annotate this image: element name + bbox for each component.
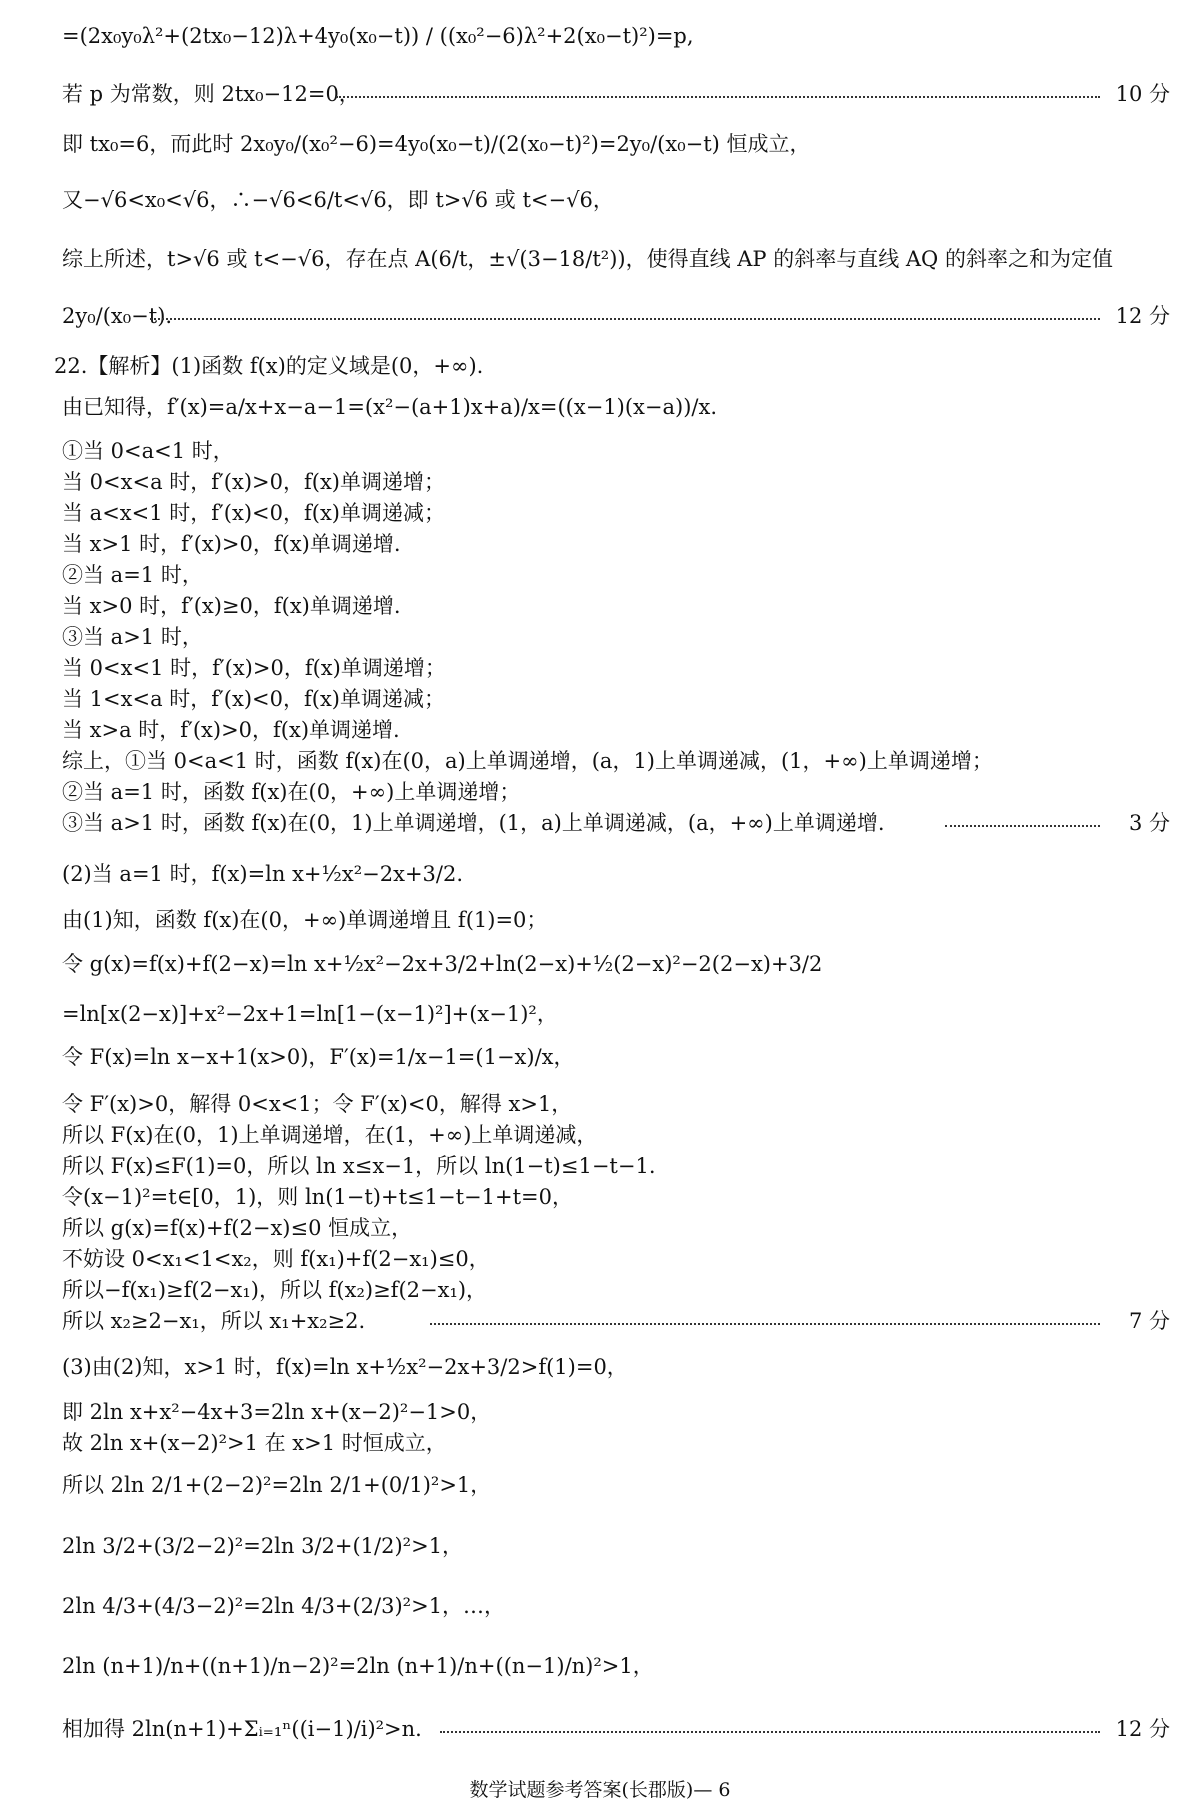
solution-line: 由已知得，f′(x)=a/x+x−a−1=(x²−(a+1)x+a)/x=((x−1)(x−a))/x. xyxy=(62,395,717,419)
solution-line: 当 0<x<1 时，f′(x)>0，f(x)单调递增； xyxy=(62,656,446,680)
score-label: 12 分 xyxy=(1115,1717,1170,1741)
solution-line: 即 2ln x+x²−4x+3=2ln x+(x−2)²−1>0， xyxy=(62,1400,492,1424)
solution-line: =ln[x(2−x)]+x²−2x+1=ln[1−(x−1)²]+(x−1)²， xyxy=(62,1002,558,1026)
solution-line: ②当 a=1 时， xyxy=(62,563,203,587)
score-label: 7 分 xyxy=(1128,1309,1170,1333)
solution-line: 2ln (n+1)/n+((n+1)/n−2)²=2ln (n+1)/n+((n−1)/n)²>1， xyxy=(62,1654,654,1678)
solution-line: 令 F(x)=ln x−x+1(x>0)，F′(x)=1/x−1=(1−x)/x， xyxy=(62,1045,575,1069)
solution-line: 所以 F(x)在(0，1)上单调递增，在(1，+∞)上单调递减， xyxy=(62,1123,598,1147)
solution-line: 所以 g(x)=f(x)+f(2−x)≤0 恒成立， xyxy=(62,1216,413,1240)
solution-line: 令(x−1)²=t∈[0，1)，则 ln(1−t)+t≤1−t−1+t=0， xyxy=(62,1185,573,1209)
solution-line: 2y₀/(x₀−t). xyxy=(62,304,173,328)
solution-line: =(2x₀y₀λ²+(2tx₀−12)λ+4y₀(x₀−t)) / ((x₀²−6)λ²+2(x₀−t)²)=p, xyxy=(62,24,694,48)
solution-line: 不妨设 0<x₁<1<x₂，则 f(x₁)+f(2−x₁)≤0， xyxy=(62,1247,490,1271)
solution-line: 当 a<x<1 时，f′(x)<0，f(x)单调递减； xyxy=(62,501,445,525)
solution-line: 所以 2ln 2/1+(2−2)²=2ln 2/1+(0/1)²>1， xyxy=(62,1473,492,1497)
solution-line: ③当 a>1 时，函数 f(x)在(0，1)上单调递增，(1，a)上单调递减，(a，+∞)上单调递增. xyxy=(62,811,885,835)
solution-line: 相加得 2ln(n+1)+Σᵢ₌₁ⁿ((i−1)/i)²>n. xyxy=(62,1717,422,1741)
solution-line: 22.【解析】(1)函数 f(x)的定义域是(0，+∞). xyxy=(54,354,484,378)
leader-dots xyxy=(945,825,1100,827)
leader-dots xyxy=(336,96,1100,98)
solution-line: (3)由(2)知，x>1 时，f(x)=ln x+½x²−2x+3/2>f(1)=0， xyxy=(62,1355,628,1379)
solution-line: 综上所述，t>√6 或 t<−√6，存在点 A(6/t，±√(3−18/t²))，使得直线 AP 的斜率与直线 AQ 的斜率之和为定值 xyxy=(62,247,1113,271)
solution-line: 2ln 3/2+(3/2−2)²=2ln 3/2+(1/2)²>1， xyxy=(62,1534,464,1558)
solution-line: 令 g(x)=f(x)+f(2−x)=ln x+½x²−2x+3/2+ln(2−x)+½(2−x)²−2(2−x)+3/2 xyxy=(62,952,823,976)
solution-line: 若 p 为常数，则 2tx₀−12=0， xyxy=(62,82,360,106)
solution-line: 令 F′(x)>0，解得 0<x<1；令 F′(x)<0，解得 x>1， xyxy=(62,1092,573,1116)
score-label: 10 分 xyxy=(1115,82,1170,106)
solution-line: 所以 F(x)≤F(1)=0，所以 ln x≤x−1，所以 ln(1−t)≤1−t−1. xyxy=(62,1154,656,1178)
solution-line: ①当 0<a<1 时， xyxy=(62,439,234,463)
score-label: 3 分 xyxy=(1128,811,1170,835)
solution-line: 综上，①当 0<a<1 时，函数 f(x)在(0，a)上单调递增，(a，1)上单调递减，(1，+∞)上单调递增； xyxy=(62,749,993,773)
solution-line: 由(1)知，函数 f(x)在(0，+∞)单调递增且 f(1)=0； xyxy=(62,908,548,932)
solution-line: ②当 a=1 时，函数 f(x)在(0，+∞)上单调递增； xyxy=(62,780,521,804)
solution-line: (2)当 a=1 时，f(x)=ln x+½x²−2x+3/2. xyxy=(62,862,464,886)
solution-line: 当 0<x<a 时，f′(x)>0，f(x)单调递增； xyxy=(62,470,445,494)
solution-line: 当 x>1 时，f′(x)>0，f(x)单调递增. xyxy=(62,532,401,556)
page-footer: 数学试题参考答案(长郡版)— 6 xyxy=(469,1779,731,1801)
solution-line: 又−√6<x₀<√6，∴−√6<6/t<√6，即 t>√6 或 t<−√6， xyxy=(62,188,614,212)
solution-line: 2ln 4/3+(4/3−2)²=2ln 4/3+(2/3)²>1，…， xyxy=(62,1594,506,1618)
leader-dots xyxy=(430,1323,1100,1325)
leader-dots xyxy=(440,1731,1100,1733)
solution-line: 所以 x₂≥2−x₁，所以 x₁+x₂≥2. xyxy=(62,1309,366,1333)
solution-line: 当 1<x<a 时，f′(x)<0，f(x)单调递减； xyxy=(62,687,445,711)
score-label: 12 分 xyxy=(1115,304,1170,328)
solution-line: 即 tx₀=6，而此时 2x₀y₀/(x₀²−6)=4y₀(x₀−t)/(2(x₀−t)²)=2y₀/(x₀−t) 恒成立， xyxy=(62,132,811,156)
solution-line: 当 x>a 时，f′(x)>0，f(x)单调递增. xyxy=(62,718,400,742)
solution-line: 当 x>0 时，f′(x)≥0，f(x)单调递增. xyxy=(62,594,401,618)
leader-dots xyxy=(150,318,1100,320)
solution-line: 所以−f(x₁)≥f(2−x₁)，所以 f(x₂)≥f(2−x₁)， xyxy=(62,1278,488,1302)
solution-line: ③当 a>1 时， xyxy=(62,625,203,649)
solution-line: 故 2ln x+(x−2)²>1 在 x>1 时恒成立， xyxy=(62,1431,447,1455)
